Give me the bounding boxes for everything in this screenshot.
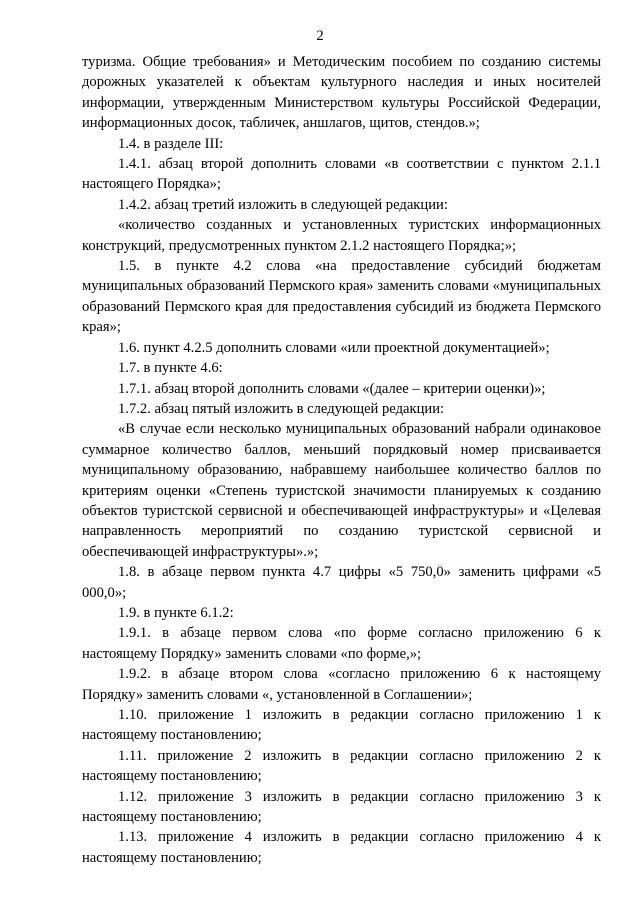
paragraph: 1.4.1. абзац второй дополнить словами «в соответствии с пунктом 2.1.1 настоящего Порядка»; xyxy=(82,156,601,193)
paragraph: 1.5. в пункте 4.2 слова «на предоставление субсидий бюджетам муниципальных образований Пермского края» заменить словами «муниципальных образований Пермского края для предоставления субсидий из бюджета Пермского края»; xyxy=(82,258,601,336)
paragraph: 1.8. в абзаце первом пункта 4.7 цифры «5 750,0» заменить цифрами «5 000,0»; xyxy=(82,564,601,601)
paragraph: 1.7.2. абзац пятый изложить в следующей редакции: xyxy=(118,400,445,417)
paragraph: 1.10. приложение 1 изложить в редакции согласно приложению 1 к настоящему постановлению; xyxy=(82,707,601,744)
paragraph: 1.9. в пункте 6.1.2: xyxy=(118,604,234,621)
document-body xyxy=(82,52,601,868)
paragraph: 1.9.1. в абзаце первом слова «по форме согласно приложению 6 к настоящему Порядку» заменить словами «по форме,»; xyxy=(82,625,601,662)
paragraph: туризма. Общие требования» и Методическим пособием по созданию системы дорожных указателей к объектам культурного наследия и иных носителей информации, утвержденным Министерством культуры Российской Федерации, информационных досок, табличек, аншлагов, щитов, стендов.»; xyxy=(82,54,601,132)
paragraph: 1.9.2. в абзаце втором слова «согласно приложению 6 к настоящему Порядку» заменить словами «, установленной в Соглашении»; xyxy=(82,666,601,703)
paragraph: 1.11. приложение 2 изложить в редакции согласно приложению 2 к настоящему постановлению; xyxy=(82,747,601,785)
paragraph: «В случае если несколько муниципальных образований набрали одинаковое суммарное количество баллов, меньший порядковый номер присваивается муниципальному образованию, набравшему наибольшее количество баллов по критериям оценки «Степень туристской значимости планируемых к созданию объектов туристской сервисной и обеспечивающей инфраструктуры» и «Целевая направленность мероприятий по созданию туристской сервисной и обеспечивающей инфраструктуры».»; xyxy=(82,421,601,560)
paragraph: 1.4.2. абзац третий изложить в следующей редакции: xyxy=(118,196,448,213)
paragraph: 1.7.1. абзац второй дополнить словами «(далее – критерии оценки)»; xyxy=(118,380,546,397)
paragraph: 1.7. в пункте 4.6: xyxy=(118,360,223,377)
paragraph: «количество созданных и установленных туристских информационных конструкций, предусмотренных пунктом 2.1.2 настоящего Порядка;»; xyxy=(82,217,601,254)
page-number: 2 xyxy=(316,28,324,44)
paragraph: 1.6. пункт 4.2.5 дополнить словами «или проектной документацией»; xyxy=(118,339,550,356)
paragraph: 1.12. приложение 3 изложить в редакции согласно приложению 3 к настоящему постановлению; xyxy=(82,788,601,826)
paragraph: 1.13. приложение 4 изложить в редакции согласно приложению 4 к настоящему постановлению; xyxy=(82,829,601,866)
paragraph: 1.4. в разделе III: xyxy=(118,135,224,152)
